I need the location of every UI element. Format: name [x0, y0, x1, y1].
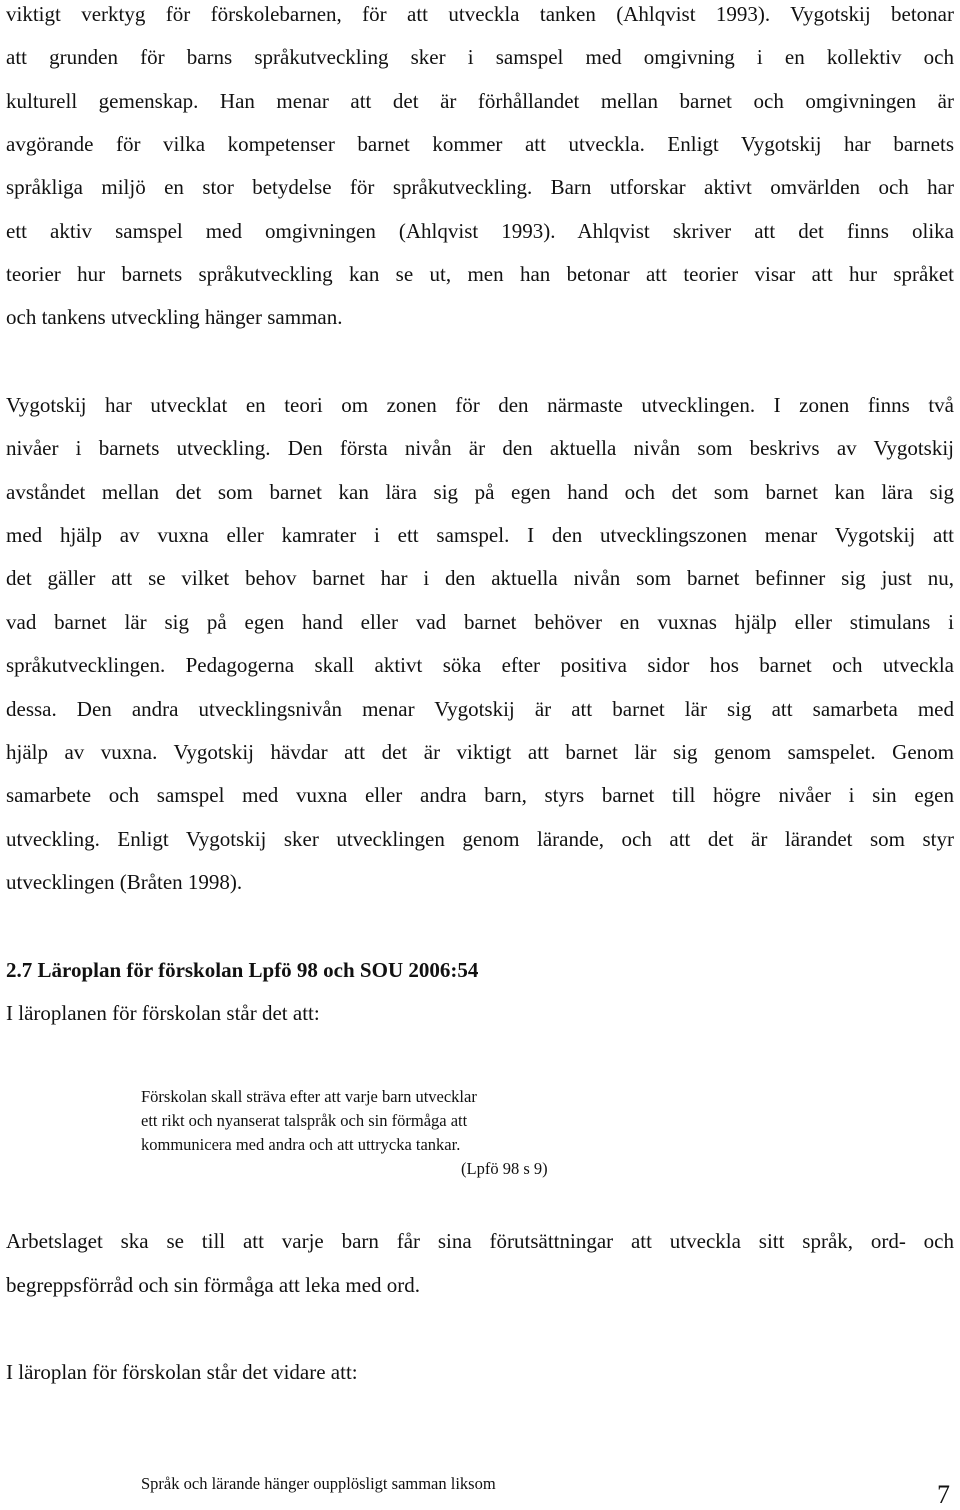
- text-line: avgörande för vilka kompetenser barnet kommer att utveckla. Enligt Vygotskij har barnets: [6, 132, 954, 156]
- text-line: samarbete och samspel med vuxna eller andra barn, styrs barnet till högre nivåer i sin egen: [6, 783, 954, 807]
- text-line: utveckling. Enligt Vygotskij sker utvecklingen genom lärande, och att det är lärandet som styr: [6, 827, 954, 851]
- intro-text: I läroplanen för förskolan står det att:: [6, 1001, 320, 1025]
- text-line: det gäller att se vilket behov barnet har i den aktuella nivån som barnet befinner sig just nu,: [6, 566, 954, 590]
- quote-source: (Lpfö 98 s 9): [461, 1159, 548, 1178]
- text-line: avståndet mellan det som barnet kan lära sig på egen hand och det som barnet kan lära sig: [6, 480, 954, 504]
- text-line: nivåer i barnets utveckling. Den första nivån är den aktuella nivån som beskrivs av Vygotskij: [6, 436, 954, 460]
- text-line: språkutvecklingen. Pedagogerna skall aktivt söka efter positiva sidor hos barnet och utveckla: [6, 653, 954, 677]
- text-line: ett aktiv samspel med omgivningen (Ahlqvist 1993). Ahlqvist skriver att det finns olika: [6, 219, 954, 243]
- quote-line: Språk och lärande hänger oupplösligt samman liksom: [141, 1474, 496, 1493]
- section-heading: 2.7 Läroplan för förskolan Lpfö 98 och SOU 2006:54: [6, 958, 479, 982]
- text-line: begreppsförråd och sin förmåga att leka med ord.: [6, 1273, 421, 1297]
- intro-text: I läroplan för förskolan står det vidare att:: [6, 1360, 358, 1384]
- text-line: Vygotskij har utvecklat en teori om zonen för den närmaste utvecklingen. I zonen finns två: [6, 393, 954, 417]
- quote-line: ett rikt och nyanserat talspråk och sin förmåga att: [141, 1111, 468, 1130]
- quote-line: kommunicera med andra och att uttrycka tankar.: [141, 1135, 461, 1154]
- text-line: och tankens utveckling hänger samman.: [6, 305, 343, 329]
- text-line: Arbetslaget ska se till att varje barn får sina förutsättningar att utveckla sitt språk, ord- och: [6, 1229, 954, 1253]
- quote-line: Förskolan skall sträva efter att varje barn utvecklar: [141, 1087, 477, 1106]
- text-line: vad barnet lär sig på egen hand eller vad barnet behöver en vuxnas hjälp eller stimulans i: [6, 610, 954, 634]
- text-line: med hjälp av vuxna eller kamrater i ett samspel. I den utvecklingszonen menar Vygotskij att: [6, 523, 954, 547]
- text-line: kulturell gemenskap. Han menar att det är förhållandet mellan barnet och omgivningen är: [6, 89, 954, 113]
- text-line: teorier hur barnets språkutveckling kan se ut, men han betonar att teorier visar att hur språket: [6, 262, 954, 286]
- text-line: språkliga miljö en stor betydelse för språkutveckling. Barn utforskar aktivt omvärlden och har: [6, 175, 954, 199]
- text-line: dessa. Den andra utvecklingsnivån menar Vygotskij är att barnet lär sig att samarbeta med: [6, 697, 954, 721]
- text-line: att grunden för barns språkutveckling sker i samspel med omgivning i en kollektiv och: [6, 45, 954, 69]
- text-line: utvecklingen (Bråten 1998).: [6, 870, 243, 894]
- text-line: viktigt verktyg för förskolebarnen, för att utveckla tanken (Ahlqvist 1993). Vygotskij betonar: [6, 2, 954, 26]
- text-line: hjälp av vuxna. Vygotskij hävdar att det är viktigt att barnet lär sig genom samspelet. Genom: [6, 740, 954, 764]
- page-number: 7: [937, 1480, 950, 1509]
